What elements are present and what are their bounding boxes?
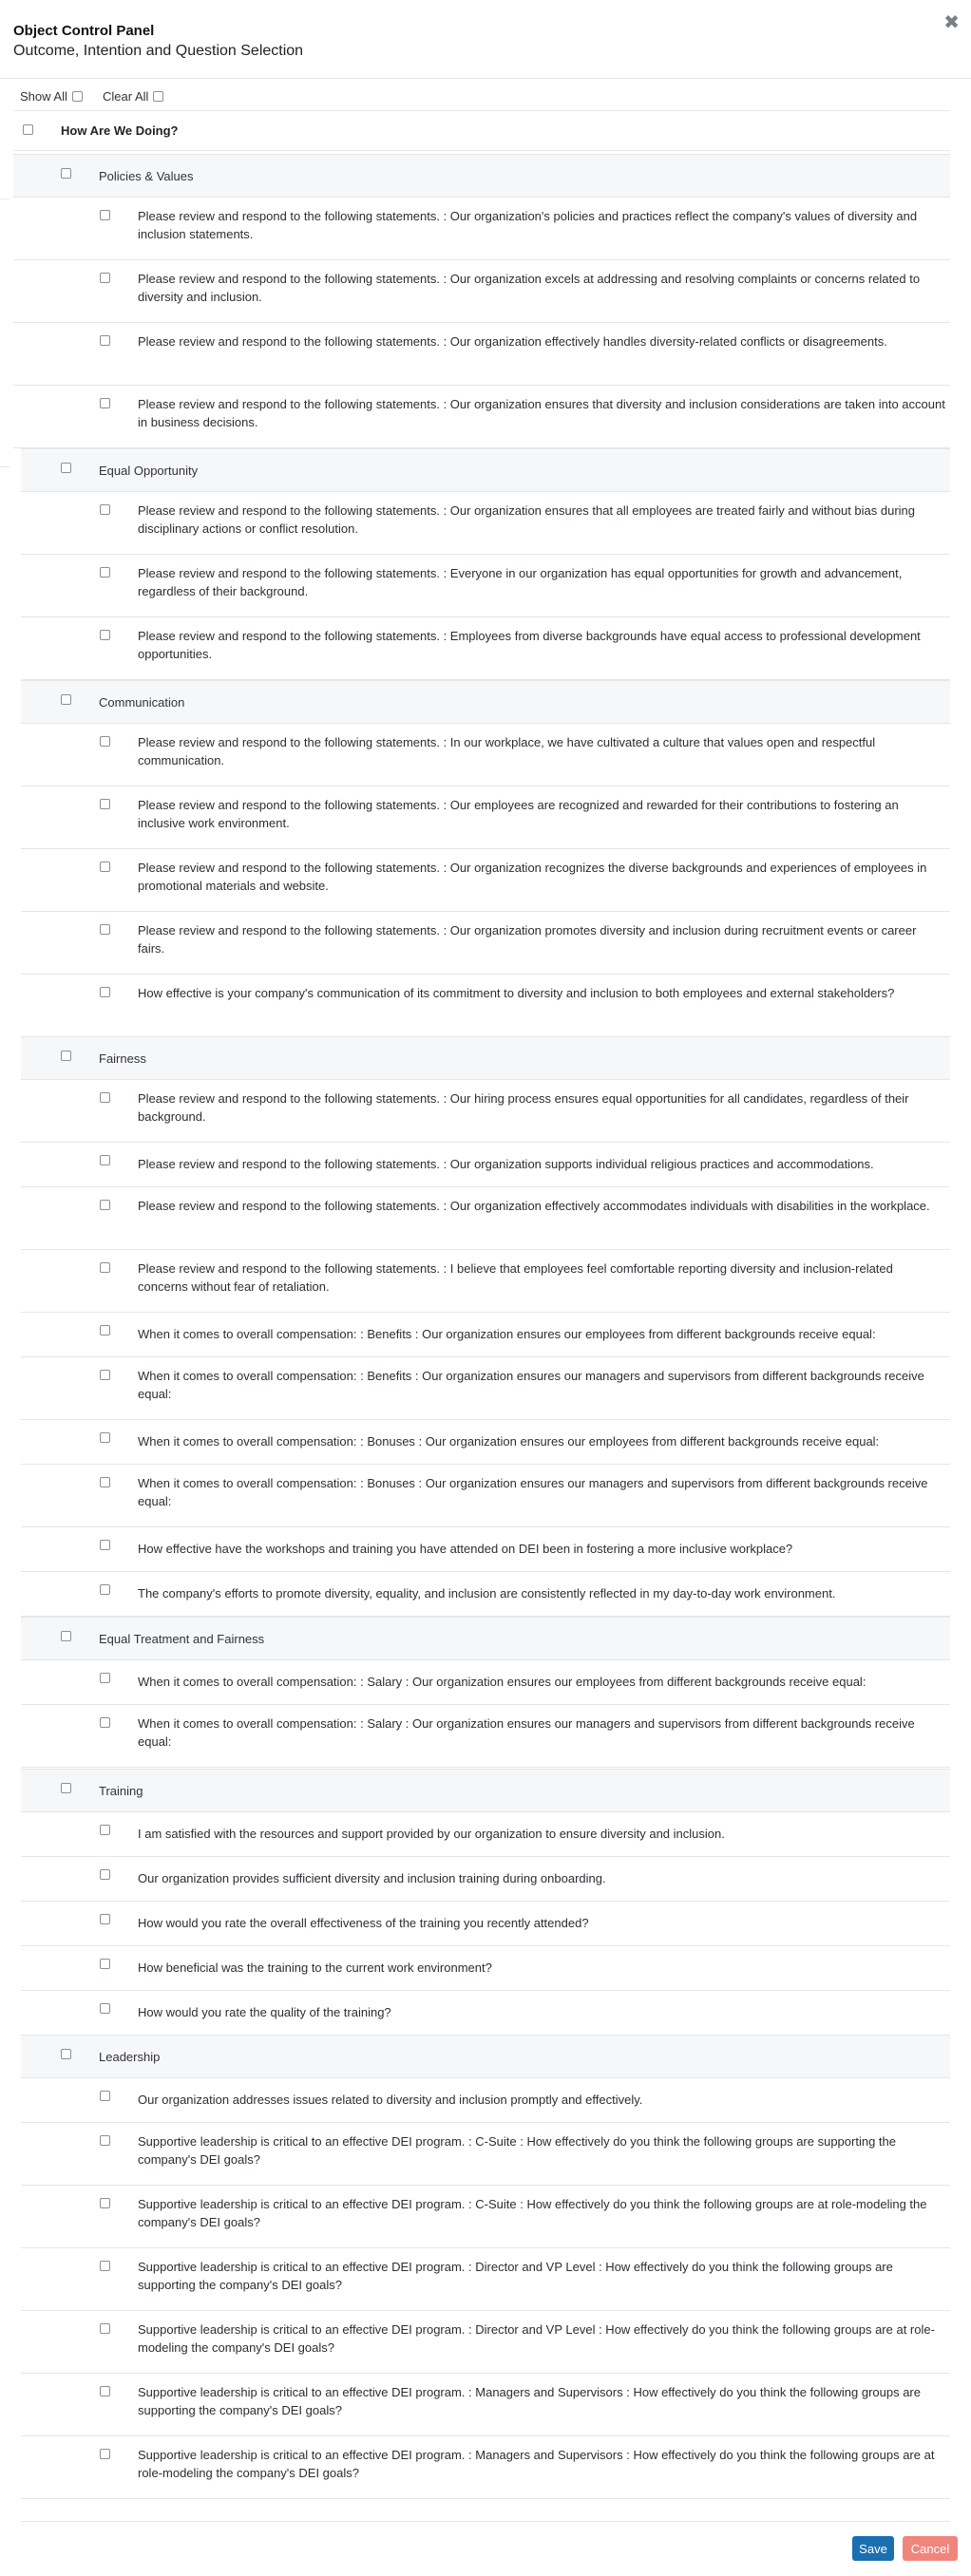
question-checkbox[interactable] <box>100 2386 110 2396</box>
question-checkbox[interactable] <box>100 2198 110 2208</box>
question-item <box>21 2374 950 2436</box>
question-checkbox[interactable] <box>100 1325 110 1335</box>
panel-subtitle: Outcome, Intention and Question Selection <box>13 43 304 59</box>
question-checkbox[interactable] <box>100 1825 110 1835</box>
question-text: Please review and respond to the following statements. : Our organization's policies and practices reflect the company's values of diversity and inclusion statements. <box>138 209 918 241</box>
question-item <box>13 260 950 323</box>
group-label: Policies & Values <box>99 169 194 183</box>
group-checkbox[interactable] <box>61 1051 71 1061</box>
group-checkbox[interactable] <box>61 168 71 179</box>
question-text: Please review and respond to the following statements. : Our employees are recognized and rewarded for their contributions to fostering an inclusive work environment. <box>138 798 899 830</box>
question-checkbox[interactable] <box>100 504 110 515</box>
question-text: Supportive leadership is critical to an effective DEI program. : Managers and Supervisors : How effectively do you think the following groups are at role-modeling the company's DEI goals? <box>138 2448 935 2480</box>
question-checkbox[interactable] <box>100 1155 110 1165</box>
group-label: Training <box>99 1784 143 1798</box>
question-item <box>21 1465 950 1527</box>
question-checkbox[interactable] <box>100 736 110 747</box>
question-item <box>21 1902 950 1946</box>
group-checkbox[interactable] <box>61 1631 71 1641</box>
question-checkbox[interactable] <box>100 398 110 408</box>
question-item <box>21 1357 950 1420</box>
question-item <box>21 617 950 680</box>
question-item <box>21 1812 950 1857</box>
question-text: Please review and respond to the following statements. : I believe that employees feel comfortable reporting diversity and inclusion-related concerns without fear of retaliation. <box>138 1261 893 1294</box>
divider <box>21 2521 950 2522</box>
question-item <box>21 912 950 975</box>
group-header <box>21 1769 950 1812</box>
question-text: Please review and respond to the following statements. : Our organization promotes diversity and inclusion during recruitment events or career fairs. <box>138 923 917 956</box>
question-item <box>21 786 950 849</box>
question-text: Supportive leadership is critical to an effective DEI program. : Director and VP Level : How effectively do you think the following groups are at role-modeling the company's DEI goals? <box>138 2322 935 2355</box>
question-checkbox[interactable] <box>100 1370 110 1380</box>
question-item <box>21 1250 950 1313</box>
question-item <box>21 1187 950 1250</box>
question-checkbox[interactable] <box>100 1262 110 1273</box>
question-item <box>21 2123 950 2186</box>
question-checkbox[interactable] <box>100 2261 110 2271</box>
question-item <box>21 2186 950 2248</box>
question-text: Please review and respond to the following statements. : Our organization supports individual religious practices and accommodations. <box>138 1157 874 1171</box>
clear-all-label: Clear All <box>103 89 149 104</box>
group-label: Equal Treatment and Fairness <box>99 1632 265 1646</box>
question-checkbox[interactable] <box>100 273 110 283</box>
group-checkbox[interactable] <box>61 1783 71 1793</box>
question-text: How would you rate the overall effectiveness of the training you recently attended? <box>138 1916 589 1930</box>
group-checkbox[interactable] <box>61 463 71 473</box>
question-text: When it comes to overall compensation: : Benefits : Our organization ensures our employees from different backgrounds receive equal: <box>138 1327 876 1341</box>
question-text: Please review and respond to the following statements. : Everyone in our organization has equal opportunities for growth and advancement, regardless of their background. <box>138 566 903 598</box>
question-checkbox[interactable] <box>100 1717 110 1728</box>
question-text: Please review and respond to the following statements. : Our organization recognizes the diverse backgrounds and experiences of employees in promotional materials and website. <box>138 861 927 893</box>
question-text: Please review and respond to the following statements. : Our organization effectively accommodates individuals with disabilities in the workplace. <box>138 1199 930 1213</box>
group-header <box>21 1036 950 1080</box>
question-item <box>21 1143 950 1187</box>
question-item <box>21 1527 950 1572</box>
question-text: Our organization addresses issues related to diversity and inclusion promptly and effectively. <box>138 2093 643 2107</box>
question-item <box>21 2248 950 2311</box>
question-item <box>21 975 950 1037</box>
question-text: How effective is your company's communication of its commitment to diversity and inclusion to both employees and external stakeholders? <box>138 986 895 1000</box>
question-checkbox[interactable] <box>100 2003 110 2014</box>
question-item <box>21 1080 950 1143</box>
question-text: The company's efforts to promote diversity, equality, and inclusion are consistently reflected in my day-to-day work environment. <box>138 1586 836 1601</box>
question-item <box>21 1572 950 1617</box>
question-item <box>21 1660 950 1705</box>
question-item <box>21 2078 950 2123</box>
question-checkbox[interactable] <box>100 2449 110 2459</box>
group-header <box>21 680 950 724</box>
question-item <box>21 849 950 912</box>
close-icon[interactable]: ✖ <box>943 12 960 33</box>
question-item <box>21 1705 950 1768</box>
question-text: When it comes to overall compensation: : Salary : Our organization ensures our managers and supervisors from different backgrounds receive equal: <box>138 1716 915 1749</box>
group-label: Fairness <box>99 1051 146 1066</box>
question-item <box>21 555 950 617</box>
question-checkbox[interactable] <box>100 1477 110 1487</box>
question-item <box>13 386 950 448</box>
question-item <box>21 492 950 555</box>
question-checkbox[interactable] <box>100 862 110 872</box>
question-text: When it comes to overall compensation: : Bonuses : Our organization ensures our managers and supervisors from different backgrounds receive equal: <box>138 1476 928 1508</box>
question-text: Please review and respond to the following statements. : Our organization ensures that all employees are treated fairly and without bias during disciplinary actions or conflict resolution. <box>138 503 916 536</box>
question-item <box>21 1313 950 1357</box>
question-text: When it comes to overall compensation: : Salary : Our organization ensures our employees from different backgrounds receive equal: <box>138 1675 866 1689</box>
question-checkbox[interactable] <box>100 1092 110 1103</box>
survey-label: How Are We Doing? <box>61 123 179 138</box>
question-item <box>21 1420 950 1465</box>
question-checkbox[interactable] <box>100 210 110 220</box>
question-text: Please review and respond to the following statements. : Our organization ensures that diversity and inclusion considerations are taken into account in business decisions. <box>138 397 945 429</box>
question-item <box>13 198 950 260</box>
question-checkbox[interactable] <box>100 1914 110 1924</box>
question-text: Our organization provides sufficient diversity and inclusion training during onboarding. <box>138 1871 606 1885</box>
group-checkbox[interactable] <box>61 694 71 705</box>
question-item <box>21 2436 950 2499</box>
group-header <box>13 154 950 198</box>
question-checkbox[interactable] <box>100 2091 110 2101</box>
group-checkbox[interactable] <box>61 2049 71 2059</box>
question-text: When it comes to overall compensation: : Benefits : Our organization ensures our managers and supervisors from different backgrounds receive equal: <box>138 1369 924 1401</box>
question-item <box>13 323 950 386</box>
question-checkbox[interactable] <box>100 1540 110 1550</box>
question-text: Please review and respond to the following statements. : Our organization excels at addressing and resolving complaints or concerns related to diversity and inclusion. <box>138 272 921 304</box>
group-label: Equal Opportunity <box>99 464 199 478</box>
question-text: Supportive leadership is critical to an effective DEI program. : C-Suite : How effectively do you think the following groups are at role-modeling the company's DEI goals? <box>138 2197 927 2229</box>
question-text: Please review and respond to the following statements. : In our workplace, we have cultivated a culture that values open and respectful communication. <box>138 735 876 767</box>
group-header <box>21 1617 950 1660</box>
question-text: When it comes to overall compensation: : Bonuses : Our organization ensures our employees from different backgrounds receive equal: <box>138 1434 880 1449</box>
question-text: Please review and respond to the following statements. : Our hiring process ensures equal opportunities for all candidates, regardless of their background. <box>138 1091 909 1124</box>
question-checkbox[interactable] <box>100 1200 110 1210</box>
question-text: Please review and respond to the following statements. : Our organization effectively handles diversity-related conflicts or disagreements. <box>138 334 887 349</box>
question-text: Supportive leadership is critical to an effective DEI program. : Managers and Supervisors : How effectively do you think the following groups are supporting the company's DEI goals? <box>138 2385 921 2417</box>
question-checkbox[interactable] <box>100 1432 110 1443</box>
question-item <box>21 1991 950 2036</box>
question-checkbox[interactable] <box>100 630 110 640</box>
question-checkbox[interactable] <box>100 1584 110 1595</box>
question-text: How beneficial was the training to the current work environment? <box>138 1960 492 1975</box>
question-text: How would you rate the quality of the training? <box>138 2005 391 2019</box>
question-item <box>21 1857 950 1902</box>
question-checkbox[interactable] <box>100 2135 110 2146</box>
show-all-label: Show All <box>20 89 67 104</box>
question-text: Supportive leadership is critical to an effective DEI program. : C-Suite : How effectively do you think the following groups are supporting the company's DEI goals? <box>138 2134 896 2167</box>
question-text: I am satisfied with the resources and support provided by our organization to ensure diversity and inclusion. <box>138 1827 725 1841</box>
question-checkbox[interactable] <box>100 799 110 809</box>
question-checkbox[interactable] <box>100 987 110 997</box>
question-text: Supportive leadership is critical to an effective DEI program. : Director and VP Level : How effectively do you think the following groups are supporting the company's DEI goals? <box>138 2260 893 2292</box>
question-text: Please review and respond to the following statements. : Employees from diverse backgrounds have equal access to professional development opportunities. <box>138 629 921 661</box>
question-checkbox[interactable] <box>100 1673 110 1683</box>
question-item <box>21 1946 950 1991</box>
question-checkbox[interactable] <box>100 2323 110 2334</box>
question-checkbox[interactable] <box>100 335 110 346</box>
group-header <box>21 2035 950 2078</box>
save-button[interactable]: Save <box>852 2536 894 2561</box>
question-checkbox[interactable] <box>100 567 110 578</box>
group-label: Communication <box>99 695 185 710</box>
question-item <box>21 2311 950 2374</box>
group-label: Leadership <box>99 2050 161 2064</box>
group-header <box>21 448 950 492</box>
question-checkbox[interactable] <box>100 1869 110 1880</box>
question-checkbox[interactable] <box>100 1959 110 1969</box>
panel-title: Object Control Panel <box>13 23 155 39</box>
cancel-button[interactable]: Cancel <box>903 2536 958 2561</box>
question-item <box>21 724 950 786</box>
question-checkbox[interactable] <box>100 924 110 935</box>
question-text: How effective have the workshops and training you have attended on DEI been in fostering a more inclusive workplace? <box>138 1542 793 1556</box>
